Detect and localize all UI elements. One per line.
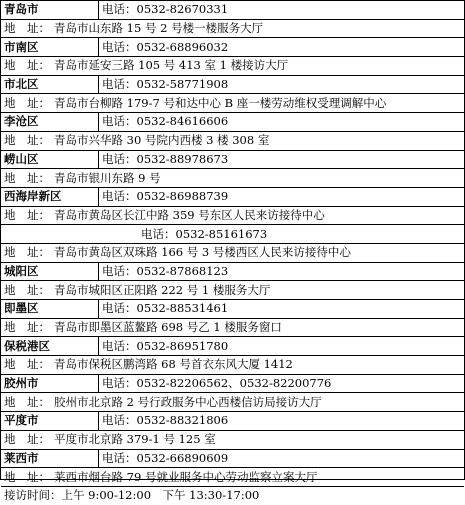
phone-cell: 电话：0532-86951780 [99,337,465,356]
city-name: 李沧区 [1,113,99,132]
address-cell: 地 址： 青岛市兴华路 30 号院内西楼 3 楼 308 室 [1,131,464,150]
city-name: 西海岸新区 [1,187,99,206]
address-cell: 地 址： 青岛市银川东路 9 号 [1,169,464,188]
address-row [1,356,464,375]
city-name: 城阳区 [1,262,99,281]
address-row [1,243,464,262]
address-cell: 地 址： 青岛市山东路 15 号 2 号楼一楼服务大厅 [1,19,464,38]
phone-cell: 电话：0532-88978673 [99,150,465,169]
entry-row [1,187,464,206]
phone-cell: 电话：0532-58771908 [99,75,465,94]
address-cell: 地 址： 胶州市北京路 2 号行政服务中心西楼信访局接访大厅 [1,393,464,412]
address-row [1,281,464,300]
address-row [1,19,464,38]
entry-row [1,300,464,319]
address-cell: 地 址： 青岛市台柳路 179-7 号和达中心 B 座一楼劳动维权受理调解中心 [1,94,464,113]
phone-cell: 电话：0532-84616606 [99,113,465,132]
entry-row [1,262,464,281]
city-name: 平度市 [1,412,99,431]
entry-row [1,1,464,19]
phone-cell: 电话：0532-88321806 [99,412,465,431]
phone-cell: 电话：0532-86988739 [99,187,465,206]
address-cell: 地 址： 莱西市烟台路 79 号就业服务中心劳动监察立案大厅 [1,468,464,487]
entry-row [1,374,464,393]
address-row [1,57,464,76]
extra-phone-row [1,225,464,244]
phone-cell: 电话：0532-87868123 [99,262,465,281]
phone-cell: 电话：0532-82670331 [99,1,465,19]
phone-cell: 电话：0532-85161673 [1,225,464,244]
city-name: 胶州市 [1,374,99,393]
city-name: 青岛市 [1,1,99,19]
entry-row [1,449,464,468]
address-cell: 地 址： 青岛市延安三路 105 号 413 室 1 楼接访大厅 [1,57,464,76]
address-row [1,318,464,337]
phone-cell: 电话：0532-66890609 [99,449,465,468]
address-cell: 地 址： 平度市北京路 379-1 号 125 室 [1,430,464,449]
address-cell: 地 址： 青岛市黄岛区长江中路 359 号东区人民来访接待中心 [1,206,464,225]
phone-cell: 电话：0532-68896032 [99,38,465,57]
address-row [1,430,464,449]
address-row [1,169,464,188]
city-name: 即墨区 [1,300,99,319]
entry-row [1,412,464,431]
phone-cell: 电话：0532-82206562、0532-82200776 [99,374,465,393]
entry-row [1,38,464,57]
address-row [1,468,464,487]
city-name: 保税港区 [1,337,99,356]
hours-row [1,486,464,504]
address-cell: 地 址： 青岛市黄岛区双珠路 166 号 3 号楼西区人民来访接待中心 [1,243,464,262]
city-name: 市北区 [1,75,99,94]
entry-row [1,75,464,94]
reception-hours: 接访时间：上午 9:00-12:00 下午 13:30-17:00 [1,486,464,504]
address-cell: 地 址： 青岛市城阳区正阳路 222 号 1 楼服务大厅 [1,281,464,300]
address-row [1,393,464,412]
city-name: 崂山区 [1,150,99,169]
entry-row [1,113,464,132]
address-row [1,131,464,150]
entry-row [1,150,464,169]
entry-row [1,337,464,356]
address-cell: 地 址： 青岛市即墨区蓝鳌路 698 号乙 1 楼服务窗口 [1,318,464,337]
city-name: 市南区 [1,38,99,57]
address-cell: 地 址： 青岛市保税区鹏湾路 68 号首衣东风大厦 1412 [1,356,464,375]
address-row [1,206,464,225]
address-row [1,94,464,113]
phone-cell: 电话：0532-88531461 [99,300,465,319]
city-name: 莱西市 [1,449,99,468]
